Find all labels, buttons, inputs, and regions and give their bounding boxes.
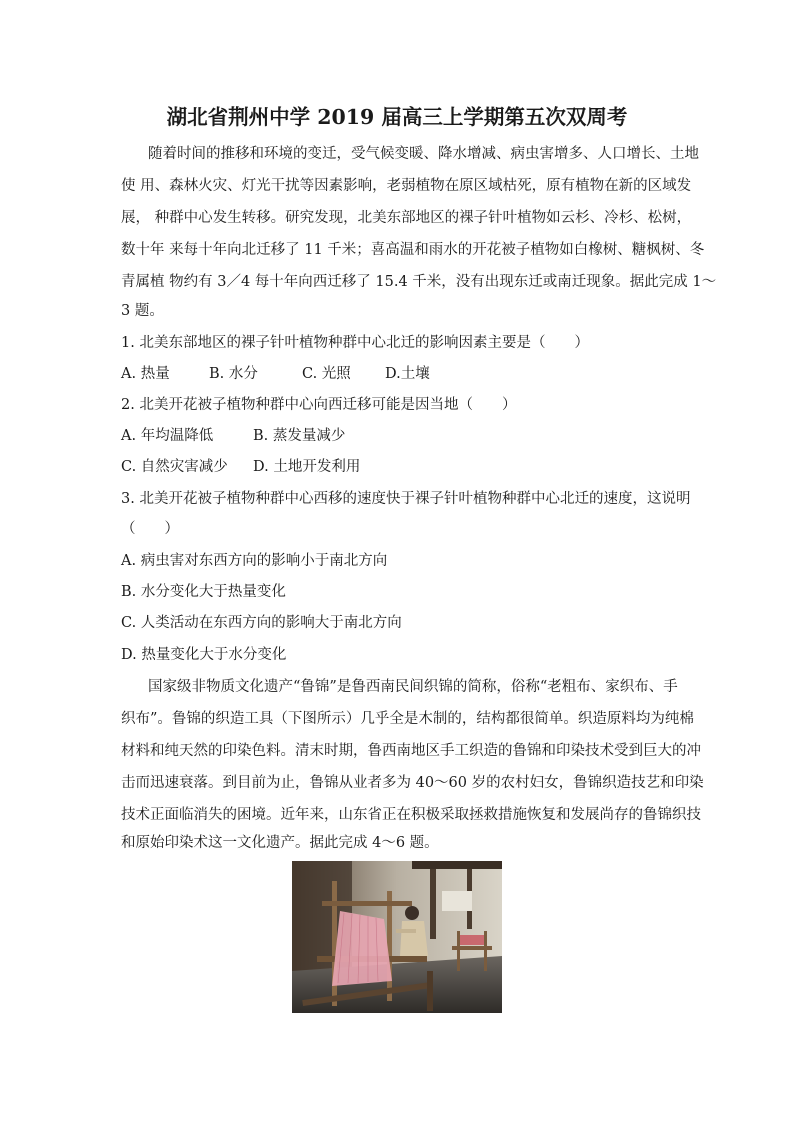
passage2-line-1: 国家级非物质文化遗产“鲁锦”是鲁西南民间织锦的简称，俗称“老粗布、家织布、手 [148,679,678,695]
question-2-option-c: C. 自然灾害减少 [121,459,228,475]
question-3-option-d: D. 热量变化大于水分变化 [121,647,287,663]
question-3-option-b: B. 水分变化大于热量变化 [121,584,286,600]
passage1-line-3: 展， 种群中心发生转移。研究发现，北美东部地区的裸子针叶植物如云杉、冷杉、松树， [121,210,692,226]
loom-photo [292,861,502,1013]
question-1-option-d: D.土壤 [385,366,430,382]
passage1-line-1: 随着时间的推移和环境的变迁，受气候变暖、降水增减、病虫害增多、人口增长、土地 [148,146,699,162]
passage2-line-5: 技术正面临消失的困境。近年来，山东省正在积极采取拯救措施恢复和发展尚存的鲁锦织技 [121,807,701,823]
passage2-line-2: 织布”。鲁锦的织造工具（下图所示）几乎全是木制的，结构都很简单。织造原料均为纯棉 [121,711,694,727]
question-1-option-c: C. 光照 [302,366,351,382]
question-3-stem-bracket: （ ） [121,521,179,537]
question-3-stem: 3. 北美开花被子植物种群中心西移的速度快于裸子针叶植物种群中心北迁的速度，这说明 [121,491,691,507]
passage1-line-4: 数十年 来每十年向北迁移了 11 千米；喜高温和雨水的开花被子植物如白橡树、糖枫树、冬 [121,242,705,258]
question-3-option-c: C. 人类活动在东西方向的影响大于南北方向 [121,615,402,631]
question-1-option-b: B. 水分 [209,366,258,382]
passage1-line-6: 3 题。 [121,303,164,319]
question-1-option-a: A. 热量 [121,366,170,382]
passage2-line-3: 材料和纯天然的印染色料。清末时期，鲁西南地区手工织造的鲁锦和印染技术受到巨大的冲 [121,743,701,759]
passage1-line-5: 青属植 物约有 3／4 每十年向西迁移了 15.4 千米，没有出现东迁或南迁现象。据此完成 1～ [121,274,717,290]
page-title: 湖北省荆州中学 2019 届高三上学期第五次双周考 [166,105,628,129]
passage2-line-4: 击而迅速衰落。到目前为止，鲁锦从业者多为 40～60 岁的农村妇女，鲁锦织造技艺和印染 [121,775,704,791]
question-2-option-a: A. 年均温降低 [121,428,214,444]
passage2-line-6: 和原始印染术这一文化遗产。据此完成 4～6 题。 [121,835,439,851]
question-1-stem: 1. 北美东部地区的裸子针叶植物种群中心北迁的影响因素主要是（ ） [121,335,589,351]
question-2-option-b: B. 蒸发量减少 [253,428,346,444]
question-2-option-d: D. 土地开发利用 [253,459,361,475]
question-2-stem: 2. 北美开花被子植物种群中心向西迁移可能是因当地（ ） [121,397,517,413]
question-3-option-a: A. 病虫害对东西方向的影响小于南北方向 [121,553,388,569]
passage1-line-2: 使 用、森林火灾、灯光干扰等因素影响，老弱植物在原区域枯死，原有植物在新的区域发 [121,178,692,194]
